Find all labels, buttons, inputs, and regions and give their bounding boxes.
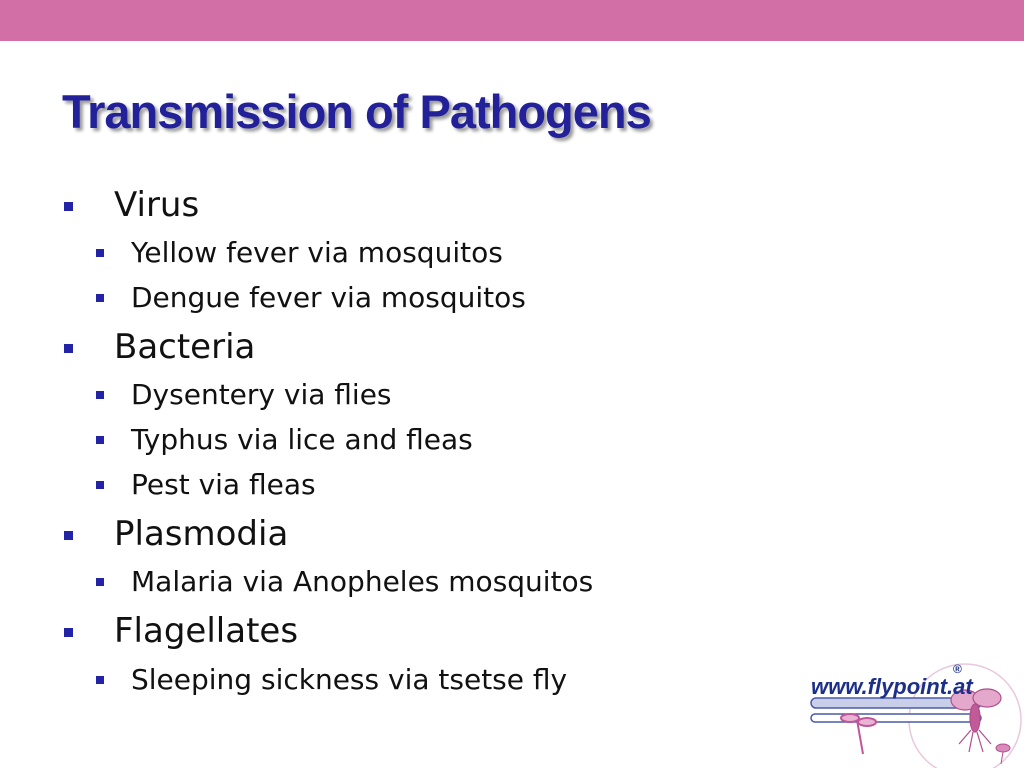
bullet-level2 [131,468,316,501]
bullet-level1-plasmodia [114,514,288,554]
bullet-text: Sleeping sickness via tsetse fly [131,663,568,696]
bullet-level2 [131,281,526,314]
bullet-text: Typhus via lice and fleas [131,423,473,456]
square-bullet-icon [64,628,73,637]
square-bullet-icon [96,391,104,399]
bullet-level1-virus [114,185,199,225]
bullet-level2 [131,565,593,598]
bullet-level2 [131,423,473,456]
registered-mark: ® [953,662,962,676]
square-bullet-icon [96,249,104,257]
bullet-level2 [131,663,567,696]
logo-text: www.flypoint.at [811,674,973,699]
square-bullet-icon [64,202,73,211]
square-bullet-icon [96,578,104,586]
bullet-text: Yellow fever via mosquitos [131,236,503,269]
bullet-text: Bacteria [114,327,256,367]
bullet-text: Malaria via Anopheles mosquitos [131,565,594,598]
square-bullet-icon [64,531,73,540]
square-bullet-icon [96,436,104,444]
square-bullet-icon [96,294,104,302]
square-bullet-icon [96,481,104,489]
square-bullet-icon [96,676,104,684]
bullet-text: Flagellates [114,611,299,651]
bullet-level1-flagellates [114,611,298,651]
bullet-level2 [131,236,503,269]
bullet-text: Dysentery via flies [131,378,392,411]
bullet-text: Pest via fleas [131,468,316,501]
slide-title: Transmission of Pathogens [62,85,651,138]
bullet-text: Virus [114,185,200,225]
square-bullet-icon [64,344,73,353]
flypoint-logo [805,660,1024,768]
bullet-level2 [131,378,392,411]
bullet-level1-bacteria [114,327,255,367]
bullet-text: Plasmodia [114,514,289,554]
bullet-text: Dengue fever via mosquitos [131,281,526,314]
top-accent-bar [0,0,1024,41]
